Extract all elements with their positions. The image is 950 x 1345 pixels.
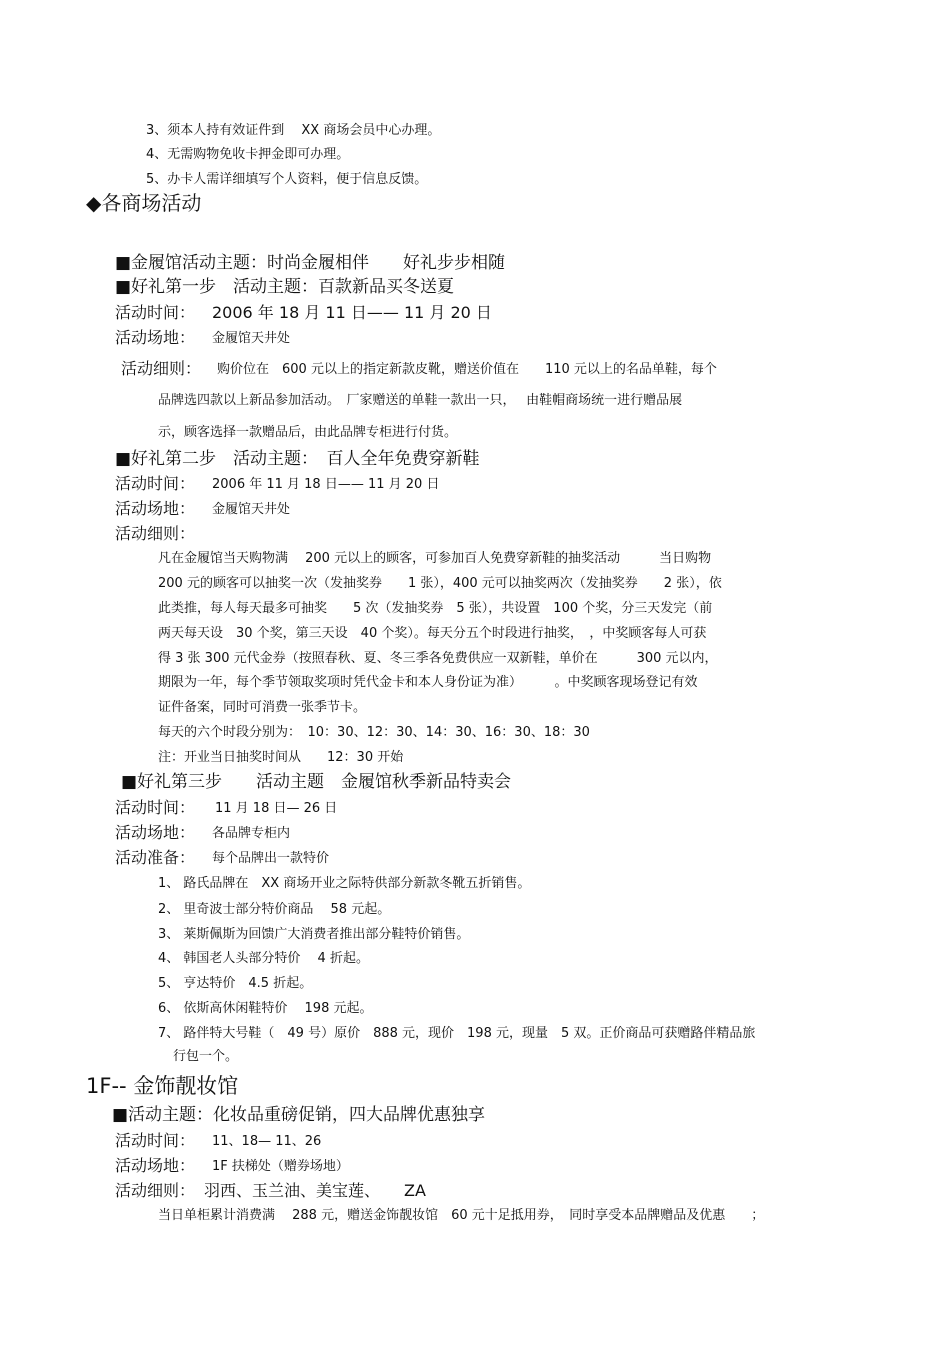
step1-venue-label: 活动场地： — [115, 328, 196, 347]
list-item: 5、 亨达特价 4.5 折起。 — [158, 976, 313, 991]
intro-item-5: 5、办卡人需详细填写个人资料，便于信息反馈。 — [146, 172, 428, 187]
step3-prep-value: 每个品牌出一款特价 — [212, 851, 330, 866]
floor1-venue-label: 活动场地： — [115, 1156, 196, 1175]
step2-detail-line: 证件备案，同时可消费一张季节卡。 — [158, 700, 367, 715]
step2-detail-label: 活动细则： — [115, 524, 196, 543]
intro-item-3: 3、须本人持有效证件到 XX 商场会员中心办理。 — [146, 123, 441, 138]
step2-venue-label: 活动场地： — [115, 499, 196, 518]
step2-time-value: 2006 年 11 月 18 日—— 11 月 20 日 — [212, 477, 440, 492]
step2-note: 注：开业当日抽奖时间从 12：30 开始 — [158, 750, 404, 765]
list-item: 4、 韩国老人头部分特价 4 折起。 — [158, 951, 369, 966]
step2-detail-line: 凡在金履馆当天购物满 200 元以上的顾客，可参加百人免费穿新鞋的抽奖活动 当日购物 — [158, 551, 712, 566]
section-heading: ◆各商场活动 — [86, 191, 202, 215]
list-item: 3、 莱斯佩斯为回馈广大消费者推出部分鞋特价销售。 — [158, 927, 470, 942]
step2-venue-value: 金履馆天井处 — [212, 502, 291, 517]
floor1-venue-value: 1F 扶梯处（赠券场地） — [212, 1159, 349, 1174]
floor1-theme: ■活动主题：化妆品重磅促销，四大品牌优惠独享 — [112, 1105, 486, 1125]
step2-detail-line: 两天每天设 30 个奖，第三天设 40 个奖）。每天分五个时段进行抽奖， ，中奖顾客每人可获 — [158, 626, 707, 641]
step2-schedule: 每天的六个时段分别为： 10：30、12：30、14：30、16：30、18：30 — [158, 725, 590, 740]
step1-time-value: 2006 年 18 月 11 日—— 11 月 20 日 — [212, 303, 492, 322]
step2-detail-line: 得 3 张 300 元代金券（按照春秋、夏、冬三季各免费供应一双新鞋，单价在 300 元以内， — [158, 651, 718, 666]
step1-detail-line1: 购价位在 600 元以上的指定新款皮靴，赠送价值在 110 元以上的名品单鞋，每个 — [217, 362, 717, 377]
step3-venue-value: 各品牌专柜内 — [212, 826, 291, 841]
step3-time-value: 11 月 18 日— 26 日 — [215, 801, 338, 816]
step1-venue-value: 金履馆天井处 — [212, 331, 291, 346]
step1-detail-label: 活动细则： — [121, 359, 202, 378]
floor1-brands: 羽西、玉兰油、美宝莲、 ZA — [204, 1181, 426, 1200]
jinlu-theme: ■金履馆活动主题：时尚金履相伴 好礼步步相随 — [115, 253, 506, 273]
step3-time-label: 活动时间： — [115, 798, 196, 817]
list-item: 2、 里奇波士部分特价商品 58 元起。 — [158, 902, 391, 917]
list-item: 7、 路伴特大号鞋（ 49 号）原价 888 元，现价 198 元，现量 5 双。正价商品可获赠路伴精品旅 — [158, 1026, 756, 1041]
step1-title: ■好礼第一步 活动主题：百款新品买冬送夏 — [115, 277, 455, 297]
floor1-time-label: 活动时间： — [115, 1131, 196, 1150]
step1-time-label: 活动时间： — [115, 303, 196, 322]
step1-detail-line3: 示，顾客选择一款赠品后，由此品牌专柜进行付货。 — [158, 425, 458, 440]
intro-item-4: 4、无需购物免收卡押金即可办理。 — [146, 147, 350, 162]
floor1-detail-label: 活动细则： — [115, 1181, 196, 1200]
step2-detail-line: 此类推，每人每天最多可抽奖 5 次（发抽奖券 5 张），共设置 100 个奖，分三天发完（前 — [158, 601, 713, 616]
step3-title: ■好礼第三步 活动主题 金履馆秋季新品特卖会 — [121, 772, 512, 792]
step3-venue-label: 活动场地： — [115, 823, 196, 842]
step2-title: ■好礼第二步 活动主题： 百人全年免费穿新鞋 — [115, 449, 480, 469]
floor1-heading: 1F-- 金饰靓妆馆 — [86, 1074, 239, 1098]
step3-prep-label: 活动准备： — [115, 848, 196, 867]
step2-detail-line: 200 元的顾客可以抽奖一次（发抽奖券 1 张），400 元可以抽奖两次（发抽奖券 2 张），依 — [158, 576, 722, 591]
step2-detail-line: 期限为一年，每个季节领取奖项时凭代金卡和本人身份证为准） 。中奖顾客现场登记有效 — [158, 675, 698, 690]
list-item-continuation: 行包一个。 — [173, 1049, 239, 1064]
list-item: 1、 路氏品牌在 XX 商场开业之际特供部分新款冬靴五折销售。 — [158, 876, 531, 891]
list-item: 6、 依斯高休闲鞋特价 198 元起。 — [158, 1001, 373, 1016]
floor1-detail-line: 当日单柜累计消费满 288 元，赠送金饰靓妆馆 60 元十足抵用券， 同时享受本品牌赠品及优惠 ； — [158, 1208, 765, 1223]
step1-detail-line2: 品牌选四款以上新品参加活动。 厂家赠送的单鞋一款出一只， 由鞋帽商场统一进行赠品展 — [158, 393, 683, 408]
floor1-time-value: 11、18— 11、26 — [212, 1134, 322, 1149]
step2-time-label: 活动时间： — [115, 474, 196, 493]
